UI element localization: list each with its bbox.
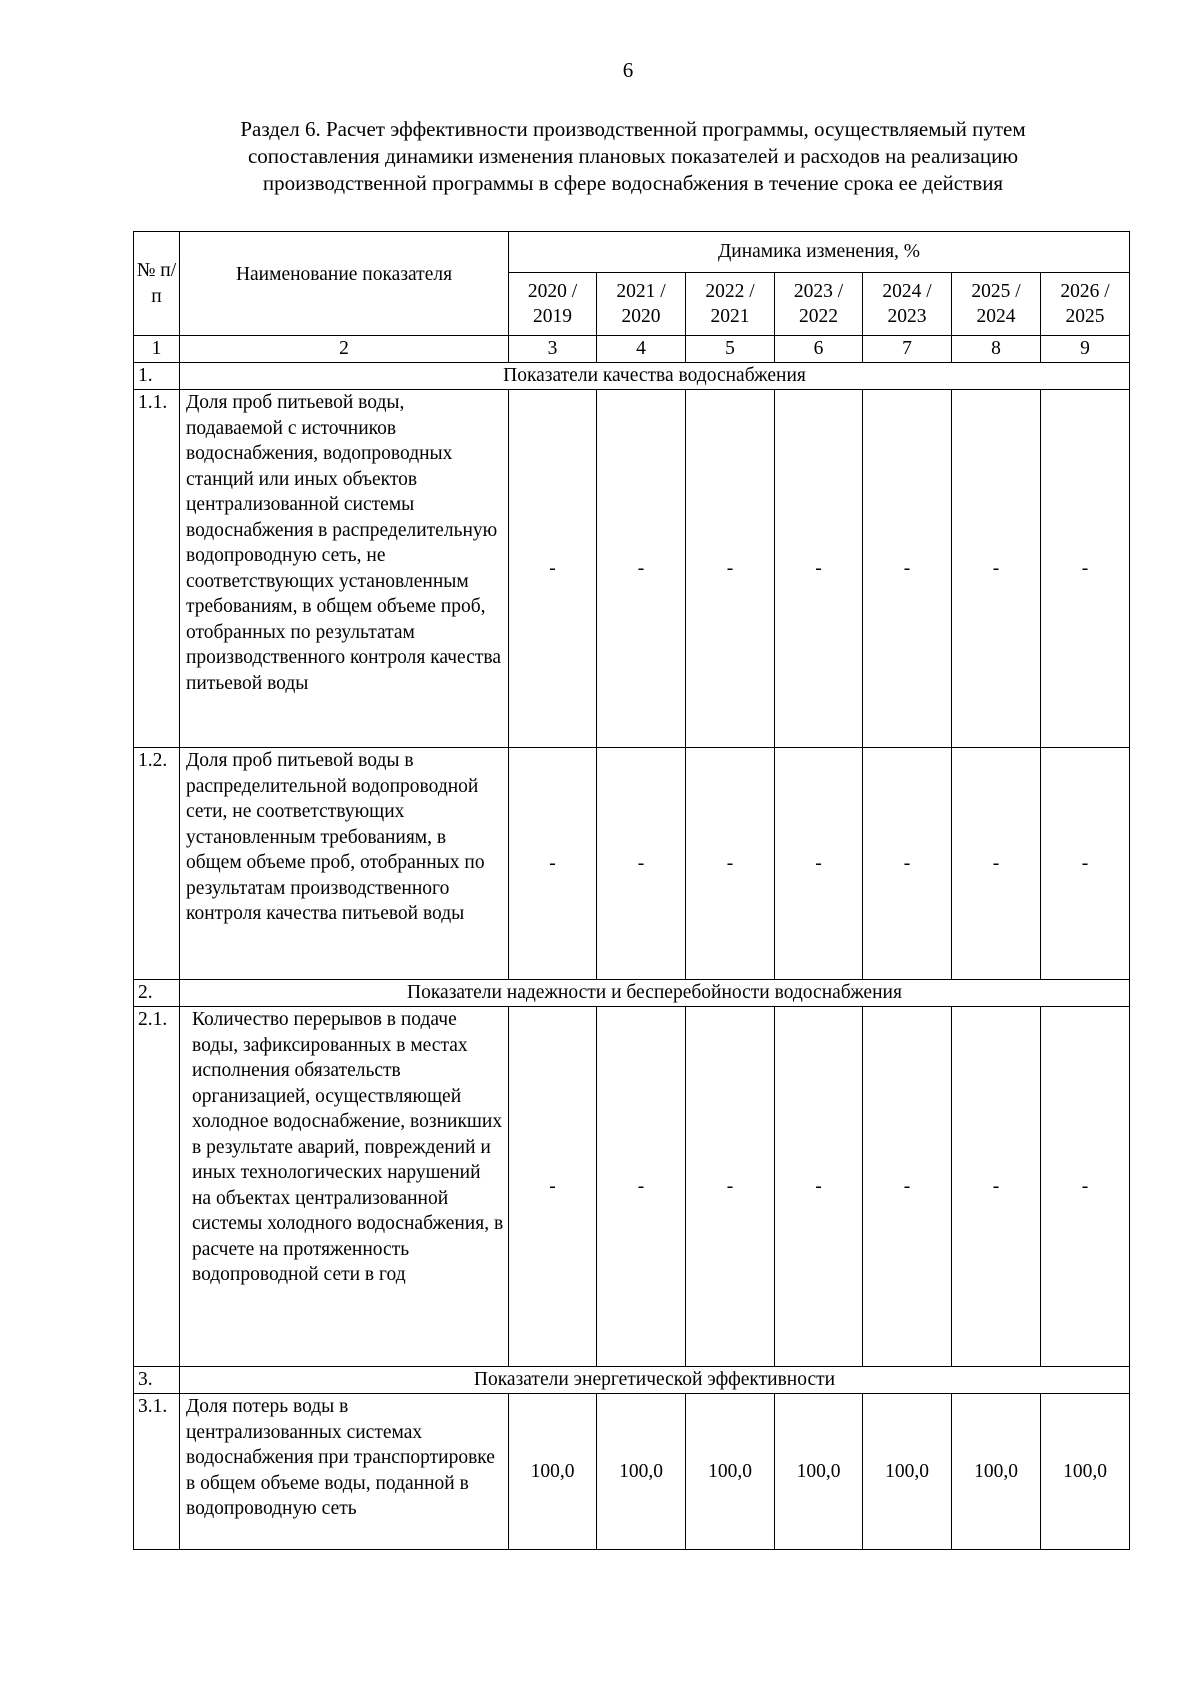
section-heading <box>133 116 1133 197</box>
row-value: 100,0 <box>863 1394 952 1550</box>
row-value: 100,0 <box>952 1394 1041 1550</box>
row-value: - <box>509 1007 597 1367</box>
table-row <box>134 390 1130 748</box>
row-value: - <box>686 1007 775 1367</box>
col-number: 6 <box>775 336 863 363</box>
header-year: 2025 / 2024 <box>952 273 1041 336</box>
row-value: 100,0 <box>775 1394 863 1550</box>
row-value: - <box>863 1007 952 1367</box>
row-value: 100,0 <box>686 1394 775 1550</box>
row-value: - <box>863 748 952 980</box>
header-year: 2021 / 2020 <box>597 273 686 336</box>
row-value: - <box>686 390 775 748</box>
row-value: - <box>775 390 863 748</box>
header-year: 2024 / 2023 <box>863 273 952 336</box>
heading-line: Раздел 6. Расчет эффективности производственной программы, осуществляемый путем <box>240 117 1026 141</box>
row-value: - <box>863 390 952 748</box>
header-year: 2022 / 2021 <box>686 273 775 336</box>
heading-line: производственной программы в сфере водоснабжения в течение срока ее действия <box>262 171 1004 195</box>
row-value: - <box>597 1007 686 1367</box>
col-number: 9 <box>1041 336 1130 363</box>
header-num: № п/п <box>134 232 180 336</box>
table-row <box>134 748 1130 980</box>
header-name: Наименование показателя <box>180 232 509 336</box>
row-value: - <box>775 748 863 980</box>
header-dynamics: Динамика изменения, % <box>509 232 1130 273</box>
section-title: Показатели качества водоснабжения <box>180 363 1130 390</box>
header-year: 2023 / 2022 <box>775 273 863 336</box>
section-num: 2. <box>134 980 180 1007</box>
table-row <box>134 1394 1130 1550</box>
col-number: 8 <box>952 336 1041 363</box>
row-value: 100,0 <box>597 1394 686 1550</box>
row-value: 100,0 <box>509 1394 597 1550</box>
row-name: Доля потерь воды в централизованных системах водоснабжения при транспортировке в общем объеме воды, поданной в водопроводную сеть <box>180 1394 509 1550</box>
section-num: 1. <box>134 363 180 390</box>
col-number: 3 <box>509 336 597 363</box>
section-row <box>134 363 1130 390</box>
row-value: - <box>1041 1007 1130 1367</box>
row-value: - <box>775 1007 863 1367</box>
row-value: 100,0 <box>1041 1394 1130 1550</box>
header-year: 2020 / 2019 <box>509 273 597 336</box>
row-value: - <box>952 748 1041 980</box>
row-name: Доля проб питьевой воды, подаваемой с источников водоснабжения, водопроводных станций или иных объектов централизованной системы водоснабжения в распределительную водопроводную сеть, не соответствующих установленным требованиям, в общем объеме проб, отобранных по результатам производственного контроля качества питьевой воды <box>180 390 509 748</box>
section-title: Показатели надежности и бесперебойности водоснабжения <box>180 980 1130 1007</box>
row-value: - <box>597 748 686 980</box>
section-title: Показатели энергетической эффективности <box>180 1367 1130 1394</box>
section-row <box>134 980 1130 1007</box>
row-value: - <box>1041 748 1130 980</box>
row-value: - <box>597 390 686 748</box>
row-value: - <box>686 748 775 980</box>
col-number: 1 <box>134 336 180 363</box>
row-value: - <box>1041 390 1130 748</box>
col-number: 5 <box>686 336 775 363</box>
row-value: - <box>952 390 1041 748</box>
header-year: 2026 / 2025 <box>1041 273 1130 336</box>
col-number: 4 <box>597 336 686 363</box>
row-num: 3.1. <box>134 1394 180 1550</box>
efficiency-table <box>133 231 1130 1550</box>
row-value: - <box>952 1007 1041 1367</box>
heading-line: сопоставления динамики изменения плановых показателей и расходов на реализацию <box>247 144 1019 168</box>
row-name: Количество перерывов в подаче воды, зафиксированных в местах исполнения обязательств организацией, осуществляющей холодное водоснабжение, возникших в результате аварий, повреждений и иных технологических нарушений на объектах централизованной системы холодного водоснабжения, в расчете на протяженность водопроводной сети в год <box>180 1007 509 1367</box>
page-number: 6 <box>622 58 634 82</box>
table-row <box>134 1007 1130 1367</box>
row-num: 2.1. <box>134 1007 180 1367</box>
section-row <box>134 1367 1130 1394</box>
row-name: Доля проб питьевой воды в распределительной водопроводной сети, не соответствующих установленным требованиям, в общем объеме проб, отобранных по результатам производственного контроля качества питьевой воды <box>180 748 509 980</box>
row-num: 1.1. <box>134 390 180 748</box>
section-num: 3. <box>134 1367 180 1394</box>
col-number: 2 <box>180 336 509 363</box>
row-value: - <box>509 390 597 748</box>
col-number: 7 <box>863 336 952 363</box>
row-value: - <box>509 748 597 980</box>
row-num: 1.2. <box>134 748 180 980</box>
